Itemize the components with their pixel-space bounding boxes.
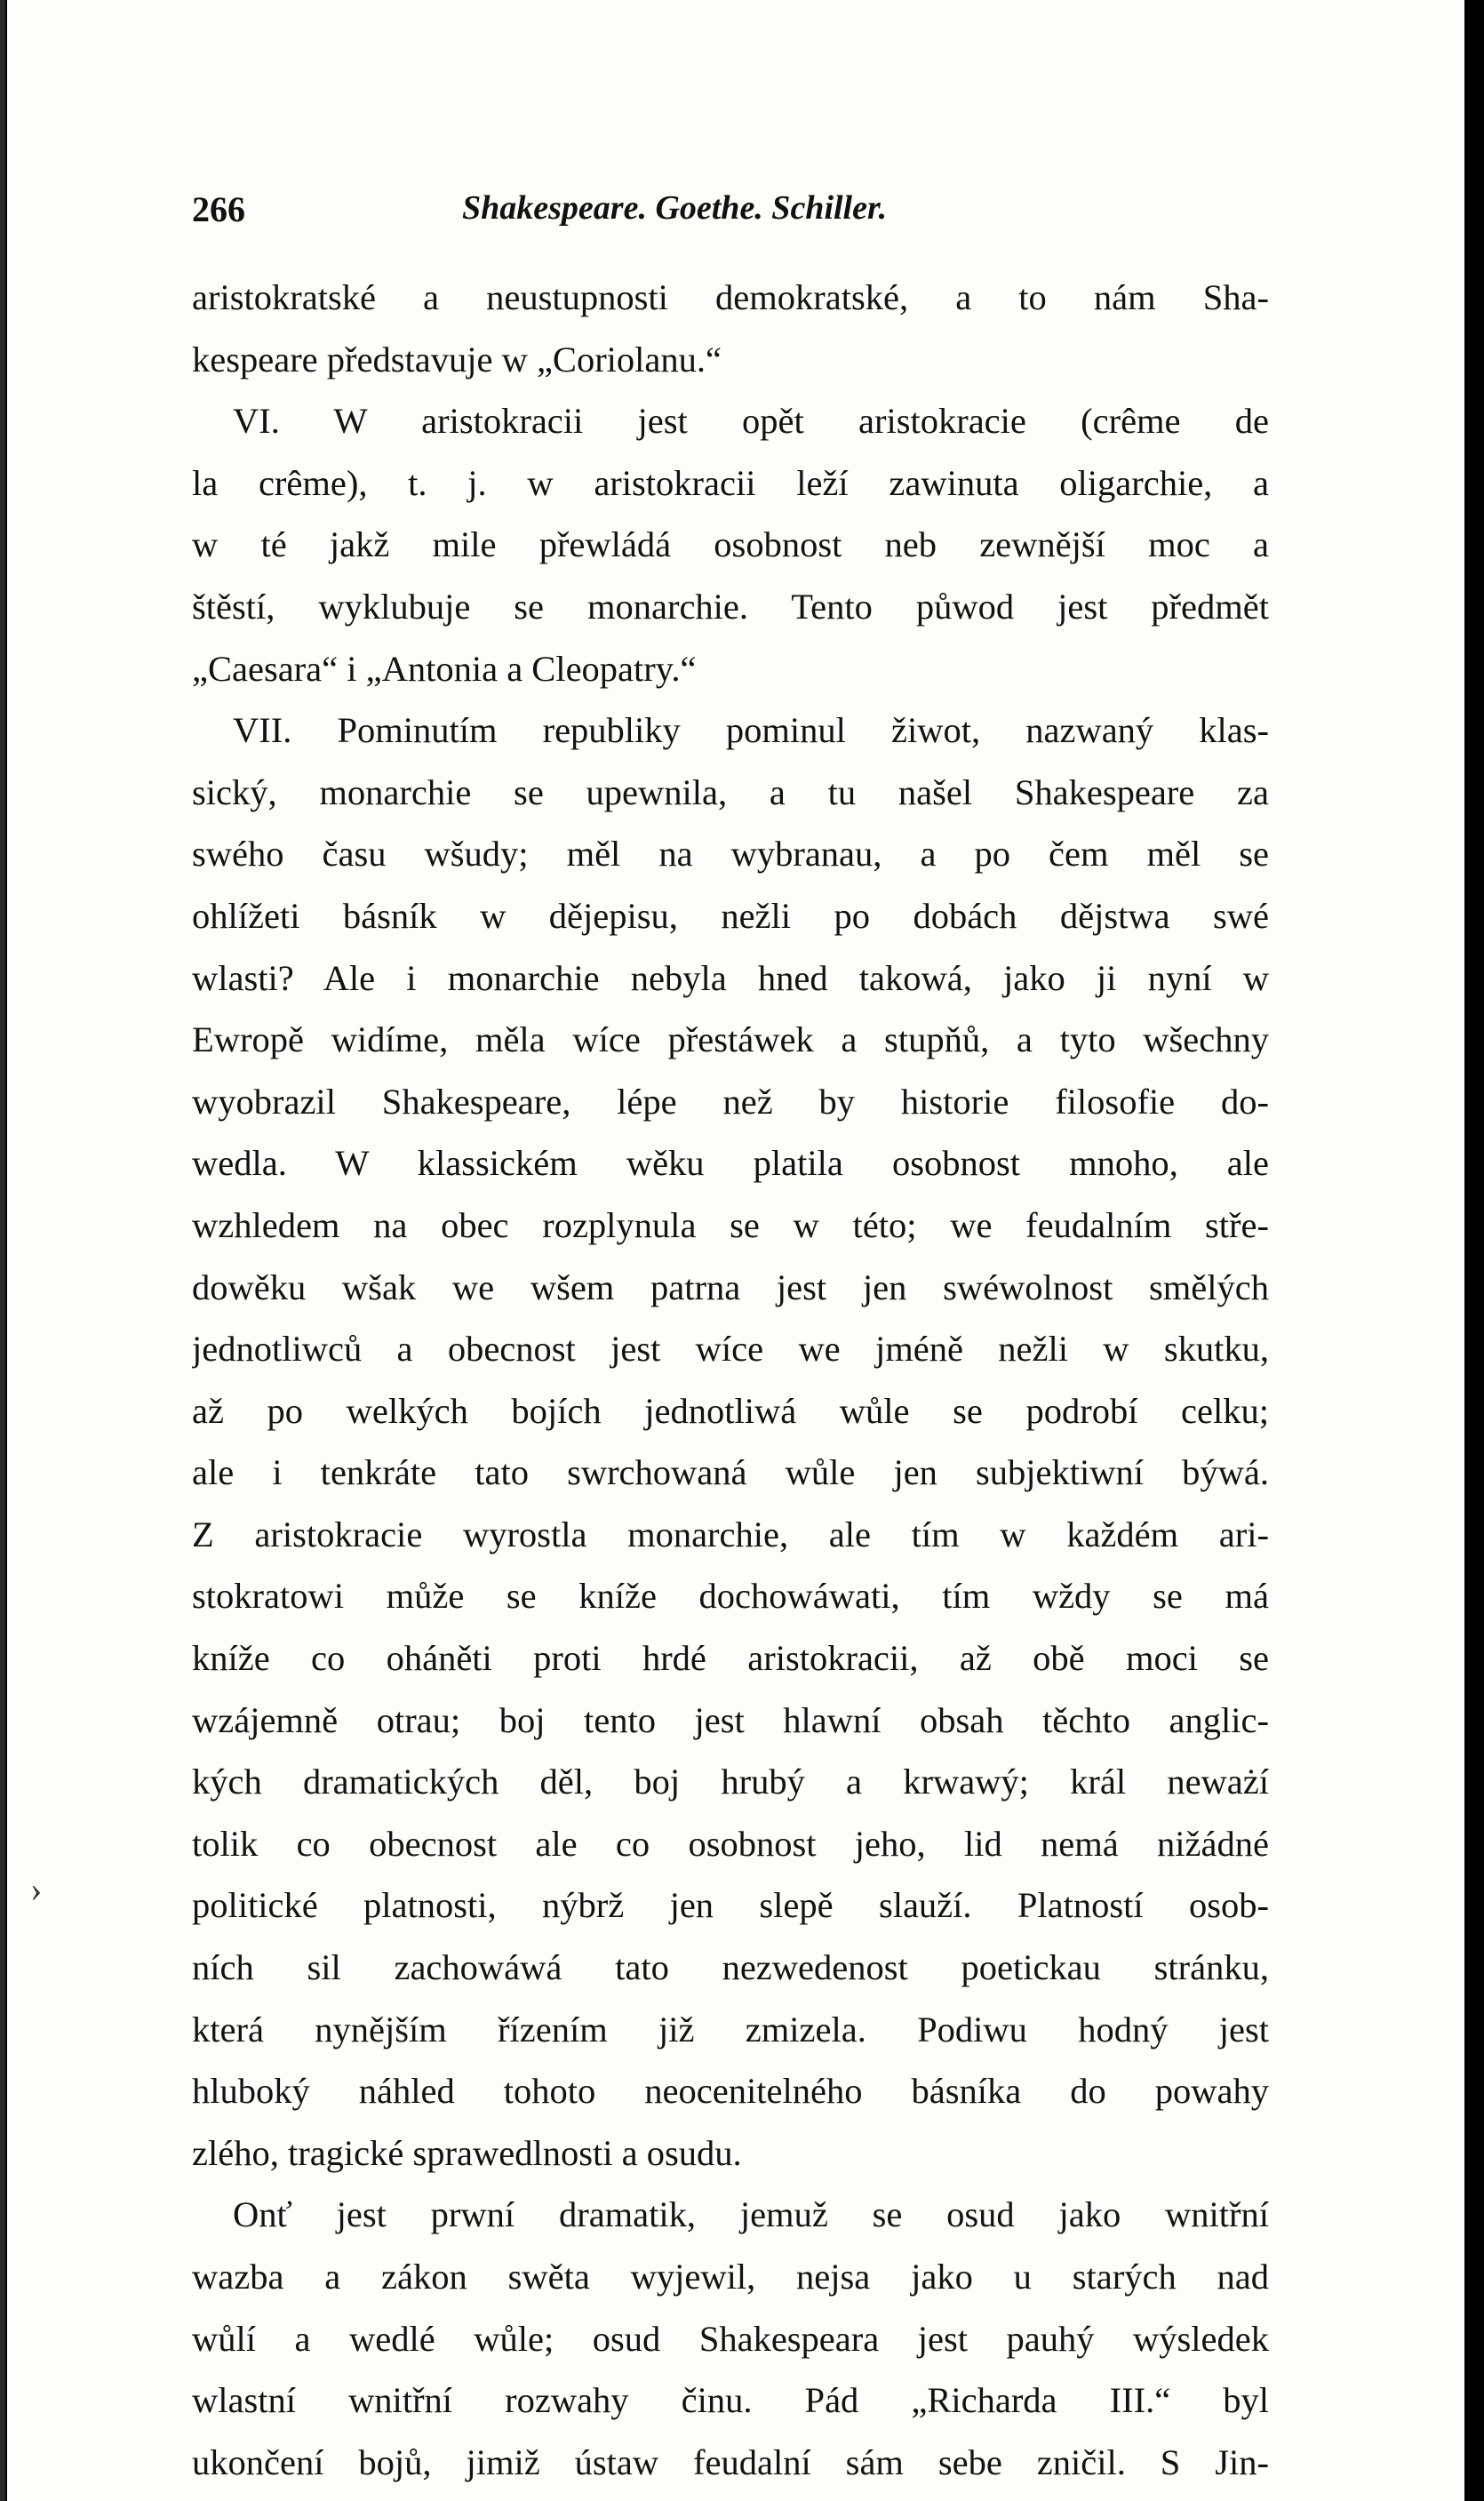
text-line: VI. W aristokracii jest opět aristokracie (crême de — [233, 401, 1269, 442]
text-line: ukončení bojů, jimiž ústaw feudalní sám sebe zničil. S Jin- — [192, 2441, 1269, 2482]
text-line: wyobrazil Shakespeare, lépe než by historie filosofie do- — [192, 1081, 1269, 1122]
text-line: Onť jest prwní dramatik, jemuž se osud jako wnitřní — [233, 2194, 1269, 2235]
text-line: Z aristokracie wyrostla monarchie, ale tím w každém ari- — [192, 1514, 1269, 1554]
text-line: tolik co obecnost ale co osobnost jeho, lid nemá nižádné — [192, 1823, 1269, 1864]
text-line: wůlí a wedlé wůle; osud Shakespeara jest pauhý wýsledek — [192, 2318, 1269, 2359]
page-body — [192, 267, 1269, 2493]
text-line: sický, monarchie se upewnila, a tu našel Shakespeare za — [192, 771, 1269, 812]
running-head: Shakespeare. Goethe. Schiller. — [462, 189, 888, 227]
page-header — [192, 188, 1269, 238]
text-line: wlastní wnitřní rozwahy činu. Pád „Richarda III.“ byl — [192, 2380, 1269, 2421]
page-number: 266 — [192, 189, 245, 229]
text-line: wedla. W klassickém wěku platila osobnost mnoho, ale — [192, 1143, 1269, 1184]
text-line: ale i tenkráte tato swrchowaná wůle jen subjektiwní býwá. — [192, 1452, 1269, 1493]
text-line: ohlížeti básník w dějepisu, nežli po dobách dějstwa swé — [192, 895, 1269, 936]
text-line: „Caesara“ i „Antonia a Cleopatry.“ — [192, 648, 697, 689]
text-line: wzájemně otrau; boj tento jest hlawní obsah těchto anglic- — [192, 1699, 1269, 1740]
text-line: zlého, tragické sprawedlnosti a osudu. — [192, 2132, 742, 2173]
text-line: swého času wšudy; měl na wybranau, a po čem měl se — [192, 834, 1269, 875]
text-line: štěstí, wyklubuje se monarchie. Tento půwod jest předmět — [192, 586, 1269, 627]
margin-mark: › — [30, 1869, 43, 1909]
text-line: politické platnosti, nýbrž jen slepě slauží. Platností osob- — [192, 1885, 1269, 1926]
text-line: aristokratské a neustupnosti demokratské, a to nám Sha- — [192, 277, 1269, 317]
text-line: až po welkých bojích jednotliwá wůle se podrobí celku; — [192, 1390, 1269, 1431]
text-line: VII. Pominutím republiky pominul žiwot, nazwaný klas- — [233, 710, 1269, 751]
text-line: wzhledem na obec rozplynula se w této; we feudalním stře- — [192, 1204, 1269, 1245]
text-line: kých dramatických děl, boj hrubý a krwawý; král neważí — [192, 1762, 1269, 1802]
text-line: kníže co oháněti proti hrdé aristokracii, až obě moci se — [192, 1638, 1269, 1679]
text-line: jednotliwců a obecnost jest wíce we jméně nežli w skutku, — [192, 1329, 1269, 1370]
text-line: wlasti? Ale i monarchie nebyla hned takowá, jako ji nyní w — [192, 957, 1269, 998]
text-line: wazba a zákon swěta wyjewil, nejsa jako u starých nad — [192, 2257, 1269, 2297]
scan-edge — [0, 0, 5, 2501]
text-line: kespeare představuje w „Coriolanu.“ — [192, 339, 722, 380]
text-line: stokratowi může se kníže dochowáwati, tím wždy se má — [192, 1576, 1269, 1617]
text-line: hluboký náhled tohoto neocenitelného básníka do powahy — [192, 2071, 1269, 2112]
text-line: w té jakž mile přewládá osobnost neb zewnější moc a — [192, 524, 1269, 565]
text-line: dowěku wšak we wšem patrna jest jen swéwolnost smělých — [192, 1266, 1269, 1307]
text-line: ních sil zachowáwá tato nezwedenost poetickau stránku, — [192, 1947, 1269, 1988]
text-line: která nynějším řízením již zmizela. Podiwu hodný jest — [192, 2009, 1269, 2050]
text-line: la crême), t. j. w aristokracii leží zawinuta oligarchie, a — [192, 462, 1269, 503]
text-line: Ewropě widíme, měla wíce přestáwek a stupňů, a tyto wšechny — [192, 1019, 1269, 1060]
